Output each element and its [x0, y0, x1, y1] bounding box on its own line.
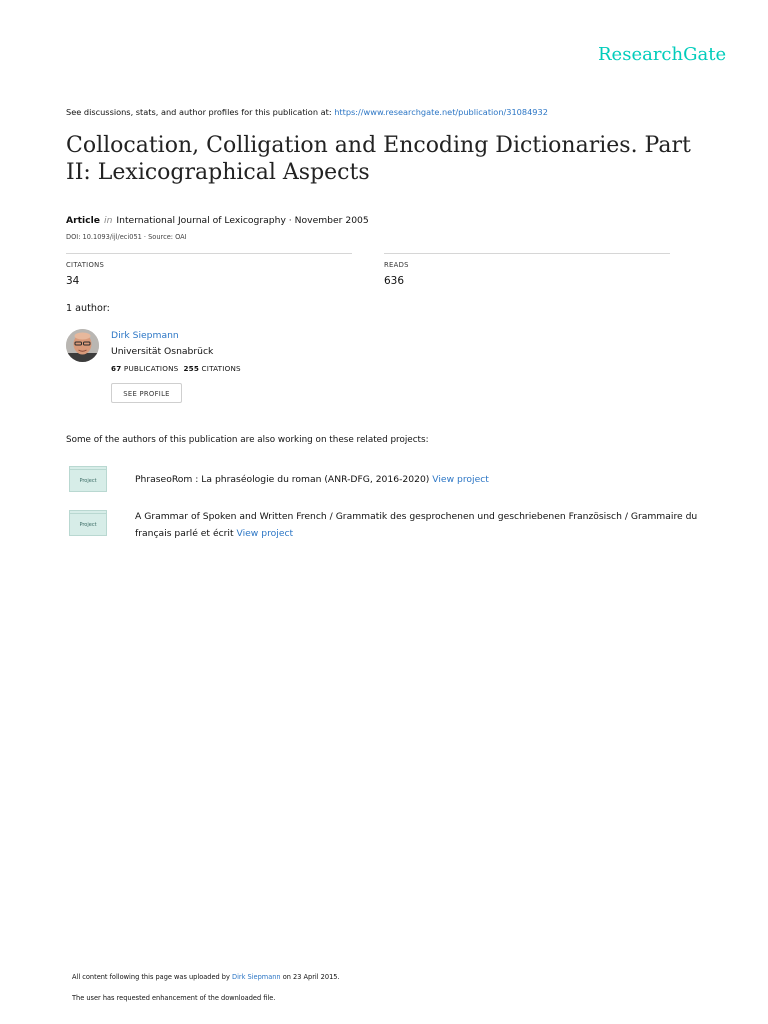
doi-source: DOI: 10.1093/ijl/eci051 · Source: OAI: [66, 233, 187, 241]
journal-info: International Journal of Lexicography · November 2005: [116, 215, 369, 226]
publications-label: PUBLICATIONS: [123, 364, 179, 373]
project-icon-label: Project: [79, 522, 97, 528]
avatar-photo-icon: [66, 329, 99, 362]
view-project-link[interactable]: View project: [236, 528, 294, 539]
author-name-link[interactable]: Dirk Siepmann: [111, 330, 179, 341]
citations-divider: [66, 253, 352, 254]
reads-value: 636: [384, 275, 405, 287]
upload-suffix: on 23 April 2015.: [280, 973, 340, 981]
citations-value: 34: [66, 275, 80, 287]
upload-prefix: All content following this page was uploaded by: [72, 973, 232, 981]
author-institution: Universität Osnabrück: [111, 346, 214, 357]
discussion-text: See discussions, stats, and author profiles for this publication at:: [66, 107, 335, 117]
related-projects-heading: Some of the authors of this publication are also working on these related projects:: [66, 435, 429, 445]
upload-notice: [72, 973, 340, 981]
authors-heading: 1 author:: [66, 303, 110, 314]
publication-type: Article: [66, 215, 101, 226]
reads-divider: [384, 253, 670, 254]
publication-link[interactable]: https://www.researchgate.net/publication/31084932: [334, 107, 548, 117]
publication-meta: [66, 215, 369, 226]
citations-label: CITATIONS: [66, 261, 105, 269]
view-project-link[interactable]: View project: [432, 474, 489, 485]
project-icon: [69, 466, 107, 492]
author-stats: [111, 364, 241, 373]
see-profile-button[interactable]: SEE PROFILE: [111, 383, 182, 403]
project-icon-label: Project: [79, 478, 97, 484]
author-citations-count: 255: [183, 364, 200, 373]
project-item: [135, 471, 705, 488]
publication-title: Collocation, Colligation and Encoding Dictionaries. Part II: Lexicographical Aspects: [66, 133, 691, 185]
project-title: A Grammar of Spoken and Written French / Grammatik des gesprochenen und geschriebenen Französisch / Grammaire du français parlé et écrit: [135, 511, 698, 539]
author-avatar[interactable]: [66, 329, 99, 362]
author-citations-label: CITATIONS: [201, 364, 241, 373]
publications-count: 67: [111, 364, 122, 373]
project-title: PhraseoRom : La phraséologie du roman (ANR-DFG, 2016-2020): [135, 474, 433, 485]
researchgate-logo[interactable]: ResearchGate: [598, 44, 727, 65]
enhancement-notice: The user has requested enhancement of the downloaded file.: [72, 994, 276, 1002]
uploader-link[interactable]: Dirk Siepmann: [232, 973, 281, 981]
discussion-line: [66, 107, 548, 117]
project-item: [135, 508, 705, 542]
reads-label: READS: [384, 261, 409, 269]
project-icon: [69, 510, 107, 536]
in-label: in: [104, 215, 113, 226]
